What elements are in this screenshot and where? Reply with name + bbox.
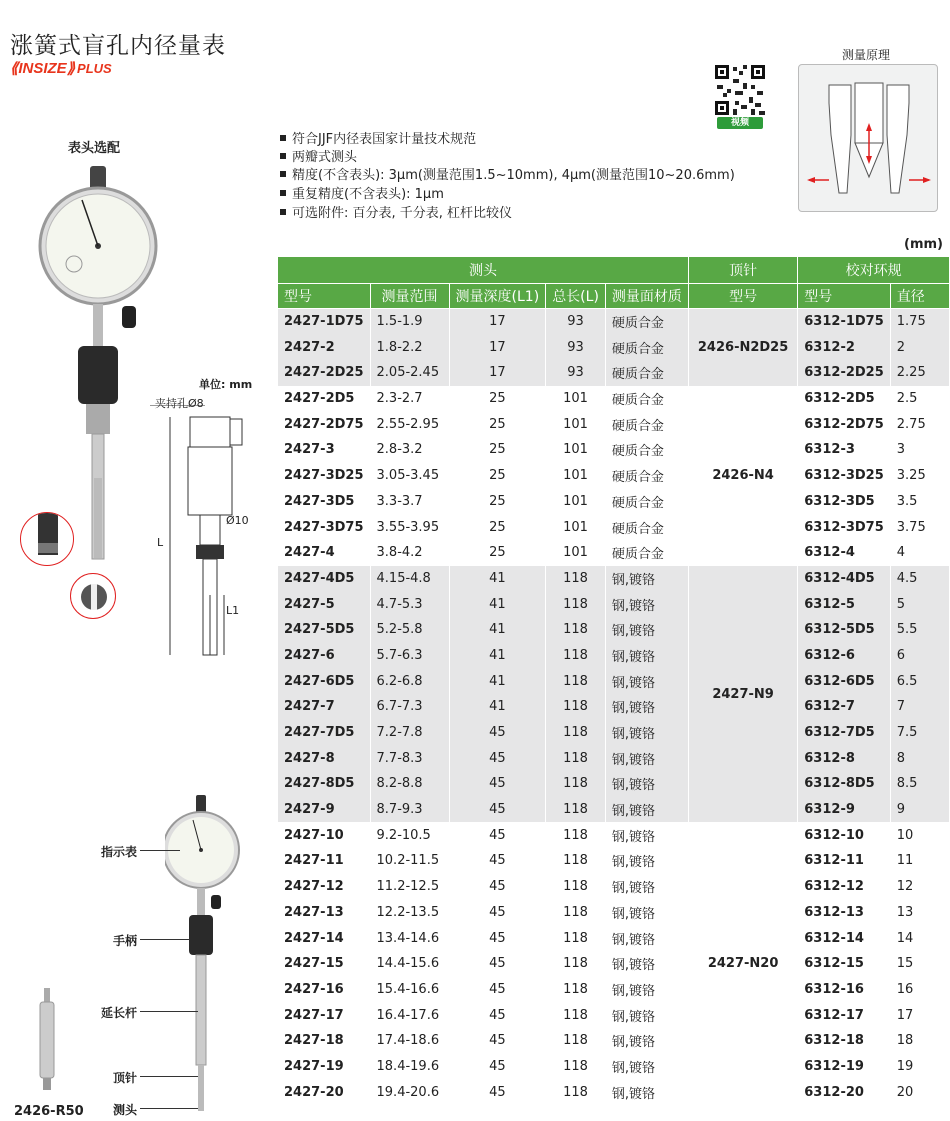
table-cell: 6312-18 <box>798 1028 891 1054</box>
table-cell: 118 <box>546 617 606 643</box>
table-cell: 2427-7D5 <box>278 720 370 746</box>
table-cell: 1.8-2.2 <box>370 334 449 360</box>
table-cell: 硬质合金 <box>605 334 688 360</box>
table-cell: 8.2-8.8 <box>370 771 449 797</box>
table-cell: 3.05-3.45 <box>370 463 449 489</box>
feature-item: 精度(不含表头): 3μm(测量范围1.5~10mm), 4μm(测量范围10~20.6mm) <box>280 167 735 185</box>
table-cell: 41 <box>449 668 546 694</box>
table-cell: 2427-20 <box>278 1079 370 1105</box>
table-cell: 7.5 <box>890 720 949 746</box>
table-cell: 钢,镀铬 <box>605 797 688 823</box>
table-row <box>278 874 950 900</box>
table-cell: 1.5-1.9 <box>370 309 449 335</box>
table-cell: 16 <box>890 977 949 1003</box>
diameter-label: Ø10 <box>226 514 249 527</box>
pin-model-cell: 2427-N20 <box>688 822 797 1105</box>
table-cell: 6312-5D5 <box>798 617 891 643</box>
table-cell: 6312-3D5 <box>798 489 891 515</box>
table-cell: 101 <box>546 437 606 463</box>
table-cell: 118 <box>546 643 606 669</box>
table-cell: 10.2-11.5 <box>370 848 449 874</box>
table-cell: 硬质合金 <box>605 386 688 412</box>
table-cell: 118 <box>546 771 606 797</box>
table-cell: 6.2-6.8 <box>370 668 449 694</box>
table-cell: 6312-3D75 <box>798 514 891 540</box>
table-row <box>278 334 950 360</box>
table-cell: 6312-2D75 <box>798 411 891 437</box>
table-cell: 12.2-13.5 <box>370 900 449 926</box>
table-cell: 6312-4 <box>798 540 891 566</box>
table-cell: 3.25 <box>890 463 949 489</box>
table-cell: 2427-3 <box>278 437 370 463</box>
table-cell: 118 <box>546 900 606 926</box>
table-cell: 11 <box>890 848 949 874</box>
dimension-drawing <box>150 405 250 660</box>
table-cell: 45 <box>449 822 546 848</box>
callout-head: 测头 <box>113 1103 138 1117</box>
table-cell: 钢,镀铬 <box>605 591 688 617</box>
table-cell: 17 <box>890 1002 949 1028</box>
table-cell: 钢,镀铬 <box>605 720 688 746</box>
table-cell: 钢,镀铬 <box>605 566 688 592</box>
table-cell: 钢,镀铬 <box>605 874 688 900</box>
table-cell: 93 <box>546 309 606 335</box>
table-row <box>278 540 950 566</box>
table-cell: 118 <box>546 925 606 951</box>
col-header: 测量面材质 <box>605 283 688 309</box>
table-cell: 2427-14 <box>278 925 370 951</box>
table-cell: 101 <box>546 411 606 437</box>
table-cell: 18.4-19.6 <box>370 1054 449 1080</box>
table-cell: 4.15-4.8 <box>370 566 449 592</box>
table-cell: 2.75 <box>890 411 949 437</box>
pin-model-cell: 2427-N9 <box>688 566 797 823</box>
table-cell: 45 <box>449 1028 546 1054</box>
table-cell: 6312-13 <box>798 900 891 926</box>
table-cell: 101 <box>546 489 606 515</box>
group-header-ring: 校对环规 <box>798 257 950 283</box>
table-cell: 17 <box>449 360 546 386</box>
table-cell: 45 <box>449 720 546 746</box>
table-cell: 3.5 <box>890 489 949 515</box>
table-cell: 45 <box>449 1002 546 1028</box>
table-cell: 118 <box>546 668 606 694</box>
table-cell: 2427-2 <box>278 334 370 360</box>
table-cell: 6312-5 <box>798 591 891 617</box>
table-cell: 41 <box>449 694 546 720</box>
table-cell: 5.2-5.8 <box>370 617 449 643</box>
table-cell: 6312-8D5 <box>798 771 891 797</box>
table-cell: 硬质合金 <box>605 540 688 566</box>
table-cell: 2427-5 <box>278 591 370 617</box>
callout-pin: 顶针 <box>113 1071 138 1085</box>
table-cell: 2427-3D25 <box>278 463 370 489</box>
table-cell: 6312-3 <box>798 437 891 463</box>
table-cell: 118 <box>546 1028 606 1054</box>
table-cell: 11.2-12.5 <box>370 874 449 900</box>
table-cell: 6312-14 <box>798 925 891 951</box>
table-cell: 15.4-16.6 <box>370 977 449 1003</box>
table-cell: 6312-1D75 <box>798 309 891 335</box>
table-cell: 5 <box>890 591 949 617</box>
table-cell: 钢,镀铬 <box>605 951 688 977</box>
group-header-pin: 顶针 <box>688 257 797 283</box>
table-cell: 6312-7 <box>798 694 891 720</box>
table-row <box>278 951 950 977</box>
table-cell: 8.5 <box>890 771 949 797</box>
clamp-hole-label: 夹持孔Ø8 <box>155 397 204 410</box>
table-cell: 9 <box>890 797 949 823</box>
table-cell: 6312-2 <box>798 334 891 360</box>
table-cell: 118 <box>546 566 606 592</box>
unit-note: (mm) <box>904 237 943 252</box>
table-cell: 17.4-18.6 <box>370 1028 449 1054</box>
table-cell: 钢,镀铬 <box>605 977 688 1003</box>
table-cell: 45 <box>449 1079 546 1105</box>
table-cell: 2427-10 <box>278 822 370 848</box>
table-cell: 45 <box>449 925 546 951</box>
col-header: 型号 <box>798 283 891 309</box>
brand-suffix: PLUS <box>77 61 112 76</box>
table-cell: 25 <box>449 386 546 412</box>
table-row <box>278 1054 950 1080</box>
table-cell: 25 <box>449 540 546 566</box>
table-cell: 118 <box>546 745 606 771</box>
spec-table <box>278 257 950 1105</box>
table-cell: 41 <box>449 617 546 643</box>
table-cell: 2427-16 <box>278 977 370 1003</box>
callout-indicator: 指示表 <box>101 845 138 859</box>
dim-L-label: L <box>157 536 164 549</box>
table-cell: 3.75 <box>890 514 949 540</box>
table-cell: 25 <box>449 411 546 437</box>
table-cell: 118 <box>546 874 606 900</box>
table-cell: 钢,镀铬 <box>605 1054 688 1080</box>
table-cell: 6312-4D5 <box>798 566 891 592</box>
table-cell: 118 <box>546 822 606 848</box>
table-cell: 2.5 <box>890 386 949 412</box>
table-cell: 6.5 <box>890 668 949 694</box>
table-cell: 钢,镀铬 <box>605 925 688 951</box>
principle-title: 测量原理 <box>842 48 891 62</box>
table-cell: 118 <box>546 1079 606 1105</box>
table-cell: 4.7-5.3 <box>370 591 449 617</box>
table-cell: 7 <box>890 694 949 720</box>
table-cell: 6312-2D25 <box>798 360 891 386</box>
table-cell: 硬质合金 <box>605 360 688 386</box>
feature-item: 两瓣式测头 <box>280 149 357 167</box>
table-row <box>278 925 950 951</box>
feature-item: 可选附件: 百分表, 千分表, 杠杆比较仪 <box>280 205 512 223</box>
table-cell: 45 <box>449 797 546 823</box>
pin-model-cell: 2426-N4 <box>688 386 797 566</box>
table-cell: 4 <box>890 540 949 566</box>
qr-label: 视频 <box>730 118 749 128</box>
table-cell: 6.7-7.3 <box>370 694 449 720</box>
probe-tip-zoom <box>20 512 74 566</box>
table-cell: 2427-2D5 <box>278 386 370 412</box>
qr-code[interactable] <box>713 63 767 129</box>
table-cell: 41 <box>449 643 546 669</box>
table-cell: 2427-13 <box>278 900 370 926</box>
table-cell: 14.4-15.6 <box>370 951 449 977</box>
table-cell: 118 <box>546 591 606 617</box>
table-cell: 17 <box>449 334 546 360</box>
table-cell: 3 <box>890 437 949 463</box>
table-cell: 2427-9 <box>278 797 370 823</box>
table-cell: 6312-19 <box>798 1054 891 1080</box>
table-cell: 2427-1D75 <box>278 309 370 335</box>
table-cell: 钢,镀铬 <box>605 822 688 848</box>
pin-model-cell: 2426-N2D25 <box>688 309 797 386</box>
table-cell: 7.7-8.3 <box>370 745 449 771</box>
col-header: 型号 <box>278 283 370 309</box>
table-row <box>278 797 950 823</box>
table-cell: 2427-4D5 <box>278 566 370 592</box>
table-cell: 118 <box>546 1054 606 1080</box>
table-cell: 25 <box>449 514 546 540</box>
table-cell: 6312-8 <box>798 745 891 771</box>
table-cell: 3.55-3.95 <box>370 514 449 540</box>
table-cell: 钢,镀铬 <box>605 745 688 771</box>
table-cell: 2427-2D25 <box>278 360 370 386</box>
table-cell: 25 <box>449 437 546 463</box>
callout-handle: 手柄 <box>113 934 138 948</box>
table-cell: 19.4-20.6 <box>370 1079 449 1105</box>
table-cell: 118 <box>546 694 606 720</box>
table-row <box>278 591 950 617</box>
brand-name: INSIZE <box>18 60 67 77</box>
table-cell: 118 <box>546 1002 606 1028</box>
table-row <box>278 900 950 926</box>
table-cell: 93 <box>546 360 606 386</box>
table-cell: 118 <box>546 951 606 977</box>
table-cell: 6312-3D25 <box>798 463 891 489</box>
table-row <box>278 745 950 771</box>
table-cell: 118 <box>546 797 606 823</box>
table-cell: 钢,镀铬 <box>605 848 688 874</box>
table-cell: 13 <box>890 900 949 926</box>
table-cell: 4.5 <box>890 566 949 592</box>
feature-item: 重复精度(不含表头): 1μm <box>280 186 444 204</box>
table-cell: 2 <box>890 334 949 360</box>
table-cell: 15 <box>890 951 949 977</box>
gauge-photo-bottom <box>165 795 245 1113</box>
table-cell: 45 <box>449 977 546 1003</box>
table-row <box>278 668 950 694</box>
table-cell: 6312-20 <box>798 1079 891 1105</box>
table-cell: 2.8-3.2 <box>370 437 449 463</box>
table-row <box>278 643 950 669</box>
col-header: 型号 <box>688 283 797 309</box>
table-cell: 2427-12 <box>278 874 370 900</box>
table-cell: 2427-2D75 <box>278 411 370 437</box>
table-cell: 钢,镀铬 <box>605 643 688 669</box>
table-cell: 118 <box>546 720 606 746</box>
table-cell: 45 <box>449 1054 546 1080</box>
table-cell: 6312-10 <box>798 822 891 848</box>
dim-L1-label: L1 <box>226 604 240 617</box>
table-cell: 钢,镀铬 <box>605 1079 688 1105</box>
col-header: 测量深度(L1) <box>449 283 546 309</box>
table-cell: 硬质合金 <box>605 514 688 540</box>
table-cell: 45 <box>449 874 546 900</box>
table-cell: 2427-6 <box>278 643 370 669</box>
table-row <box>278 1002 950 1028</box>
col-header: 直径 <box>890 283 949 309</box>
col-header: 总长(L) <box>546 283 606 309</box>
table-cell: 16.4-17.6 <box>370 1002 449 1028</box>
table-cell: 6312-15 <box>798 951 891 977</box>
table-cell: 2.25 <box>890 360 949 386</box>
table-cell: 8 <box>890 745 949 771</box>
table-cell: 1.75 <box>890 309 949 335</box>
setting-pin-photo <box>36 988 58 1092</box>
table-cell: 19 <box>890 1054 949 1080</box>
table-cell: 2427-8D5 <box>278 771 370 797</box>
page-title: 涨簧式盲孔内径量表 <box>10 33 226 59</box>
table-row <box>278 771 950 797</box>
table-cell: 20 <box>890 1079 949 1105</box>
principle-diagram <box>798 64 938 212</box>
table-cell: 6312-2D5 <box>798 386 891 412</box>
table-cell: 钢,镀铬 <box>605 694 688 720</box>
table-cell: 101 <box>546 386 606 412</box>
table-cell: 6312-12 <box>798 874 891 900</box>
table-cell: 6312-9 <box>798 797 891 823</box>
callout-extension: 延长杆 <box>101 1006 138 1020</box>
table-row <box>278 848 950 874</box>
table-cell: 25 <box>449 489 546 515</box>
table-cell: 25 <box>449 463 546 489</box>
table-cell: 硬质合金 <box>605 411 688 437</box>
table-cell: 3.8-4.2 <box>370 540 449 566</box>
table-cell: 钢,镀铬 <box>605 668 688 694</box>
table-row <box>278 514 950 540</box>
setting-pin-code: 2426-R50 <box>14 1104 84 1119</box>
table-cell: 118 <box>546 977 606 1003</box>
table-cell: 2427-8 <box>278 745 370 771</box>
table-cell: 7.2-7.8 <box>370 720 449 746</box>
unit-label: 单位: mm <box>199 378 253 391</box>
table-cell: 2427-17 <box>278 1002 370 1028</box>
table-cell: 18 <box>890 1028 949 1054</box>
table-cell: 钢,镀铬 <box>605 1002 688 1028</box>
table-cell: 6 <box>890 643 949 669</box>
table-cell: 硬质合金 <box>605 309 688 335</box>
table-row <box>278 1028 950 1054</box>
table-cell: 钢,镀铬 <box>605 900 688 926</box>
table-cell: 101 <box>546 463 606 489</box>
table-row <box>278 386 950 412</box>
table-cell: 6312-7D5 <box>798 720 891 746</box>
table-cell: 硬质合金 <box>605 463 688 489</box>
table-cell: 5.7-6.3 <box>370 643 449 669</box>
table-row <box>278 977 950 1003</box>
table-row <box>278 566 950 592</box>
table-cell: 93 <box>546 334 606 360</box>
table-cell: 6312-6 <box>798 643 891 669</box>
table-cell: 101 <box>546 540 606 566</box>
brand-logo: ⟪INSIZE⟫ PLUS <box>10 60 112 77</box>
table-cell: 6312-17 <box>798 1002 891 1028</box>
table-row <box>278 720 950 746</box>
table-cell: 2427-15 <box>278 951 370 977</box>
table-cell: 2.55-2.95 <box>370 411 449 437</box>
table-cell: 2427-5D5 <box>278 617 370 643</box>
table-cell: 硬质合金 <box>605 437 688 463</box>
col-header: 测量范围 <box>370 283 449 309</box>
table-cell: 2427-3D75 <box>278 514 370 540</box>
table-cell: 10 <box>890 822 949 848</box>
table-cell: 钢,镀铬 <box>605 617 688 643</box>
table-cell: 硬质合金 <box>605 489 688 515</box>
table-cell: 118 <box>546 848 606 874</box>
group-header-probe: 测头 <box>278 257 688 283</box>
table-cell: 45 <box>449 745 546 771</box>
table-cell: 13.4-14.6 <box>370 925 449 951</box>
table-cell: 2.05-2.45 <box>370 360 449 386</box>
table-cell: 2427-3D5 <box>278 489 370 515</box>
table-cell: 3.3-3.7 <box>370 489 449 515</box>
table-cell: 101 <box>546 514 606 540</box>
table-cell: 2427-6D5 <box>278 668 370 694</box>
table-cell: 2427-18 <box>278 1028 370 1054</box>
table-cell: 41 <box>449 566 546 592</box>
table-cell: 45 <box>449 848 546 874</box>
table-cell: 钢,镀铬 <box>605 771 688 797</box>
table-row <box>278 437 950 463</box>
table-cell: 2427-7 <box>278 694 370 720</box>
table-row <box>278 411 950 437</box>
table-cell: 17 <box>449 309 546 335</box>
table-cell: 5.5 <box>890 617 949 643</box>
table-cell: 12 <box>890 874 949 900</box>
table-row <box>278 309 950 335</box>
table-cell: 6312-16 <box>798 977 891 1003</box>
table-row <box>278 1079 950 1105</box>
table-cell: 9.2-10.5 <box>370 822 449 848</box>
table-cell: 6312-6D5 <box>798 668 891 694</box>
probe-end-zoom <box>70 573 116 619</box>
table-cell: 6312-11 <box>798 848 891 874</box>
table-row <box>278 489 950 515</box>
table-row <box>278 360 950 386</box>
table-cell: 2.3-2.7 <box>370 386 449 412</box>
table-cell: 8.7-9.3 <box>370 797 449 823</box>
table-row <box>278 822 950 848</box>
table-row <box>278 617 950 643</box>
table-cell: 钢,镀铬 <box>605 1028 688 1054</box>
table-cell: 41 <box>449 591 546 617</box>
table-cell: 2427-4 <box>278 540 370 566</box>
table-cell: 45 <box>449 900 546 926</box>
table-row <box>278 694 950 720</box>
table-cell: 2427-11 <box>278 848 370 874</box>
probe-selection-label: 表头选配 <box>68 141 121 156</box>
table-cell: 14 <box>890 925 949 951</box>
feature-item: 符合JJF内径表国家计量技术规范 <box>280 131 476 149</box>
table-row <box>278 463 950 489</box>
table-cell: 45 <box>449 951 546 977</box>
table-cell: 45 <box>449 771 546 797</box>
table-cell: 2427-19 <box>278 1054 370 1080</box>
